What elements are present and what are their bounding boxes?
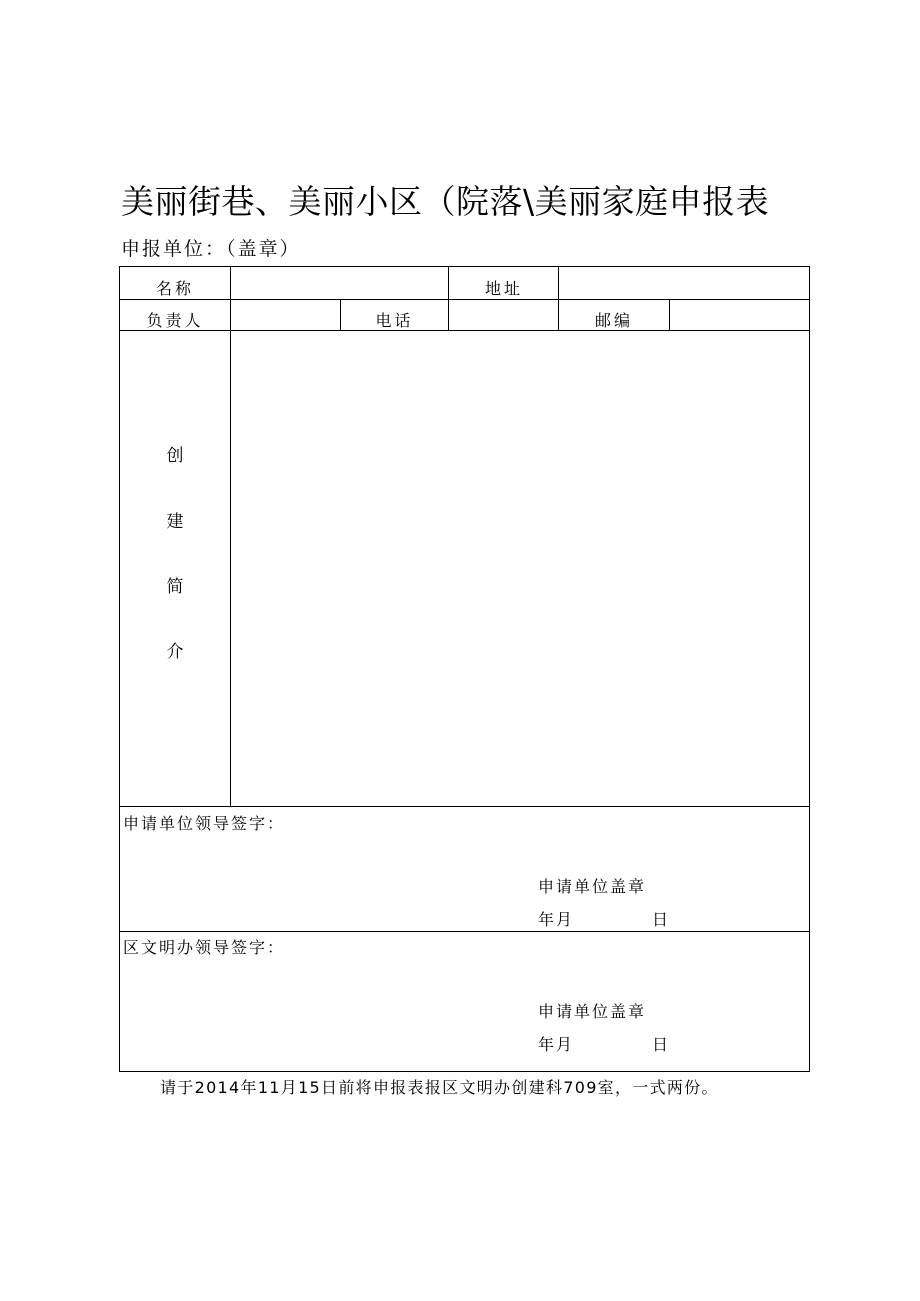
- application-form-table: [119, 266, 810, 1072]
- intro-label-char: 介: [166, 642, 184, 662]
- phone-field[interactable]: [449, 300, 558, 330]
- address-field[interactable]: [559, 267, 809, 299]
- intro-label-char: 创: [166, 446, 184, 466]
- name-label: 名称: [155, 279, 194, 298]
- district-seal-label: 申请单位盖章: [538, 1002, 647, 1021]
- date-day-label: 日: [652, 910, 669, 929]
- applicant-unit-line: [121, 234, 301, 261]
- applicant-unit-label: 申报单位：: [121, 238, 227, 260]
- applicant-unit-seal-note: （盖章）: [226, 238, 301, 260]
- page-title: 美丽街巷、美丽小区（院落\美丽家庭申报表: [121, 182, 770, 221]
- postcode-field[interactable]: [670, 300, 809, 330]
- date-year-month-label: 年月: [538, 910, 575, 929]
- applicant-leader-signature-area[interactable]: [120, 832, 809, 931]
- submission-note: 请于2014年11月15日前将申报表报区文明办创建科709室，一式两份。: [160, 1078, 719, 1097]
- intro-label-char: 建: [166, 512, 184, 532]
- person-in-charge-field[interactable]: [231, 300, 340, 330]
- address-label: 地址: [484, 279, 523, 298]
- row-divider: [120, 931, 809, 932]
- date-day-label: 日: [652, 1035, 669, 1054]
- phone-label: 电话: [375, 311, 414, 330]
- intro-label-char: 简: [166, 577, 184, 597]
- name-field[interactable]: [231, 267, 448, 299]
- date-year-month-label: 年月: [538, 1035, 575, 1054]
- creation-intro-field[interactable]: [231, 331, 809, 806]
- person-in-charge-label: 负责人: [146, 311, 204, 330]
- postcode-label: 邮编: [594, 311, 633, 330]
- district-office-leader-signature-label: 区文明办领导签字：: [123, 938, 286, 957]
- district-office-signature-area[interactable]: [120, 957, 809, 1071]
- applicant-seal-label: 申请单位盖章: [538, 877, 647, 896]
- row-divider: [120, 806, 809, 807]
- applicant-leader-signature-label: 申请单位领导签字：: [123, 814, 286, 833]
